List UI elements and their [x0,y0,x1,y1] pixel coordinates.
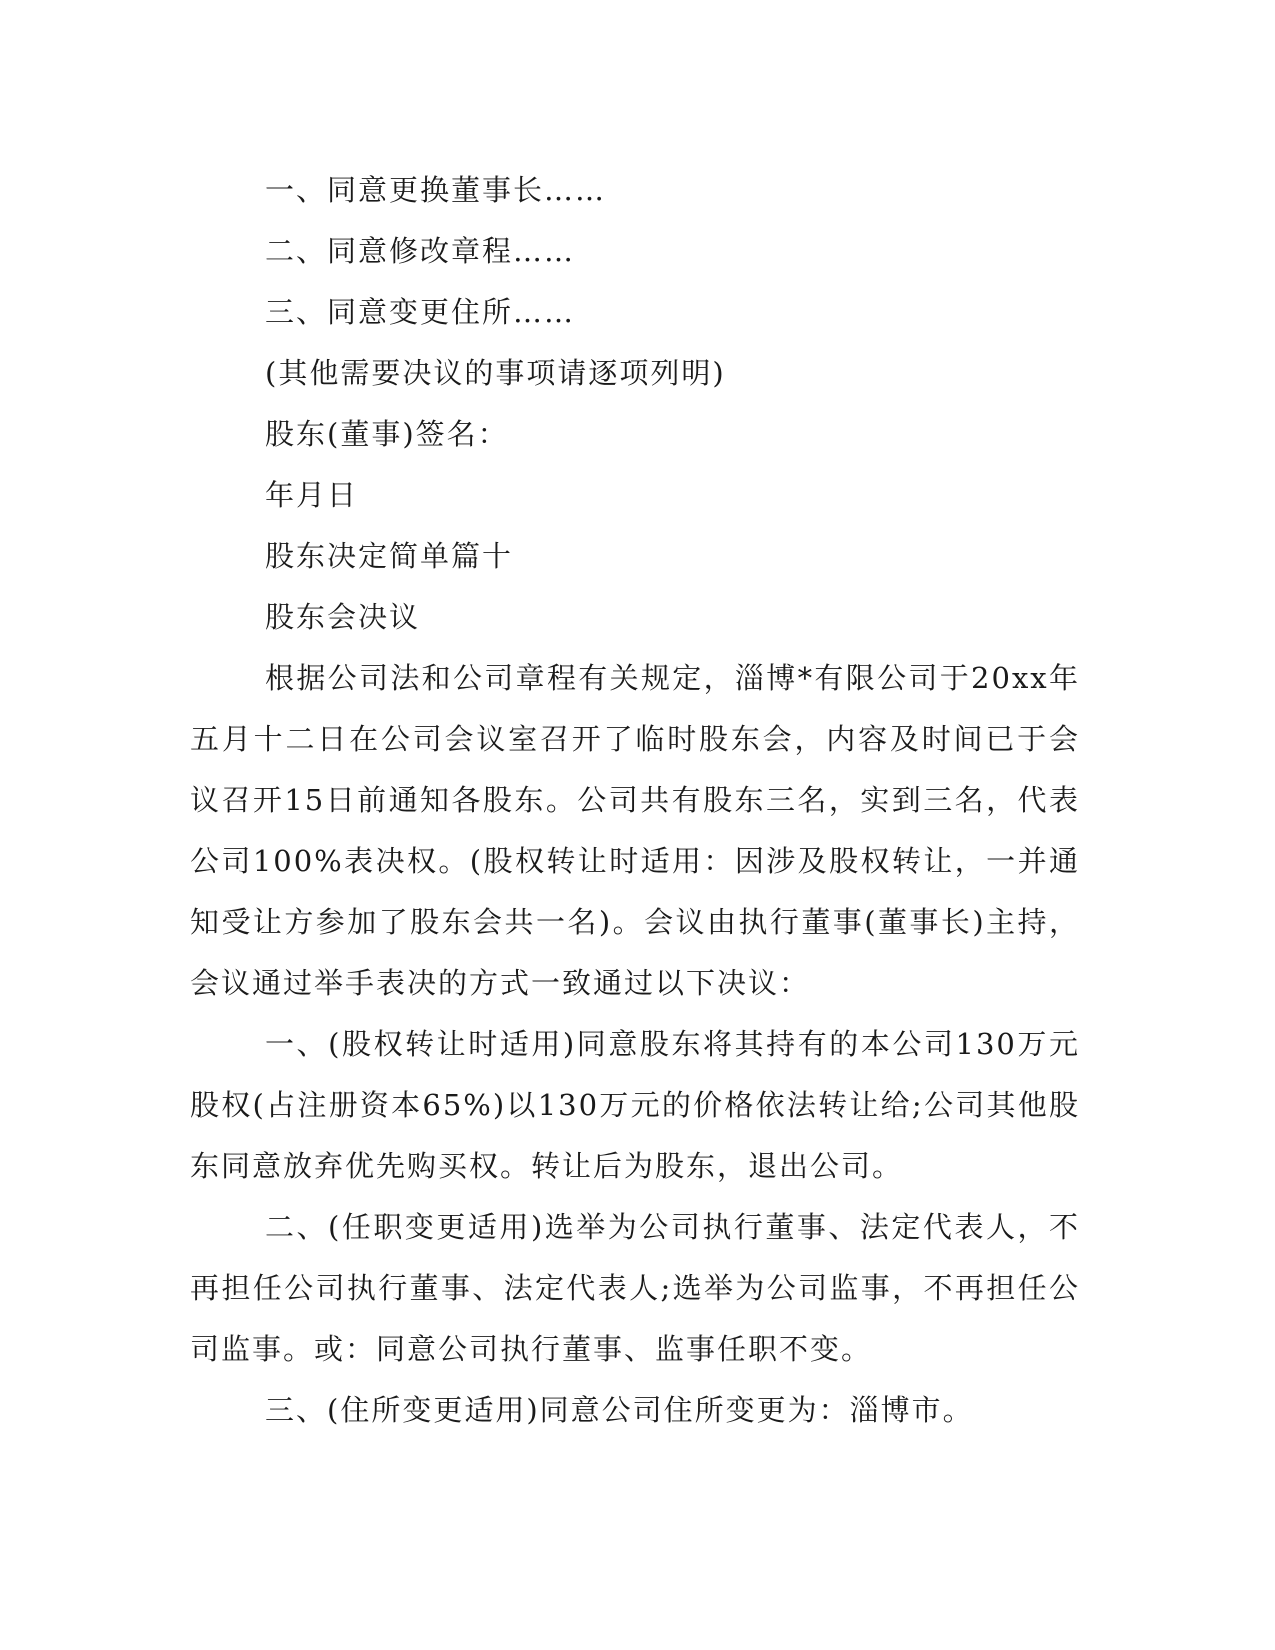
resolution-appointment-change: 二、(任职变更适用)选举为公司执行董事、法定代表人，不再担任公司执行董事、法定代表人;选举为公司监事，不再担任公司监事。或：同意公司执行董事、监事任职不变。 [190,1210,1080,1366]
note-other-items: (其他需要决议的事项请逐项列明) [265,356,726,390]
resolution-item-2: 二、同意修改章程…… [265,234,576,268]
section-heading: 股东决定简单篇十 [265,539,514,573]
resolution-item-3: 三、同意变更住所…… [265,295,576,329]
signature-line: 股东(董事)签名： [265,417,509,451]
document-body [190,160,1080,1441]
date-line: 年月日 [265,478,359,512]
document-title: 股东会决议 [265,600,421,634]
resolution-item-1: 一、同意更换董事长…… [265,173,607,207]
body-paragraph: 根据公司法和公司章程有关规定，淄博*有限公司于20xx年五月十二日在公司会议室召开了临时股东会，内容及时间已于会议召开15日前通知各股东。公司共有股东三名，实到三名，代表公司100%表决权。(股权转让时适用：因涉及股权转让，一并通知受让方参加了股东会共一名)。会议由执行董事(董事长)主持，会议通过举手表决的方式一致通过以下决议： [190,661,1080,1000]
resolution-equity-transfer: 一、(股权转让时适用)同意股东将其持有的本公司130万元股权(占注册资本65%)以130万元的价格依法转让给;公司其他股东同意放弃优先购买权。转让后为股东，退出公司。 [190,1027,1080,1183]
resolution-address-change: 三、(住所变更适用)同意公司住所变更为：淄博市。 [265,1393,974,1427]
